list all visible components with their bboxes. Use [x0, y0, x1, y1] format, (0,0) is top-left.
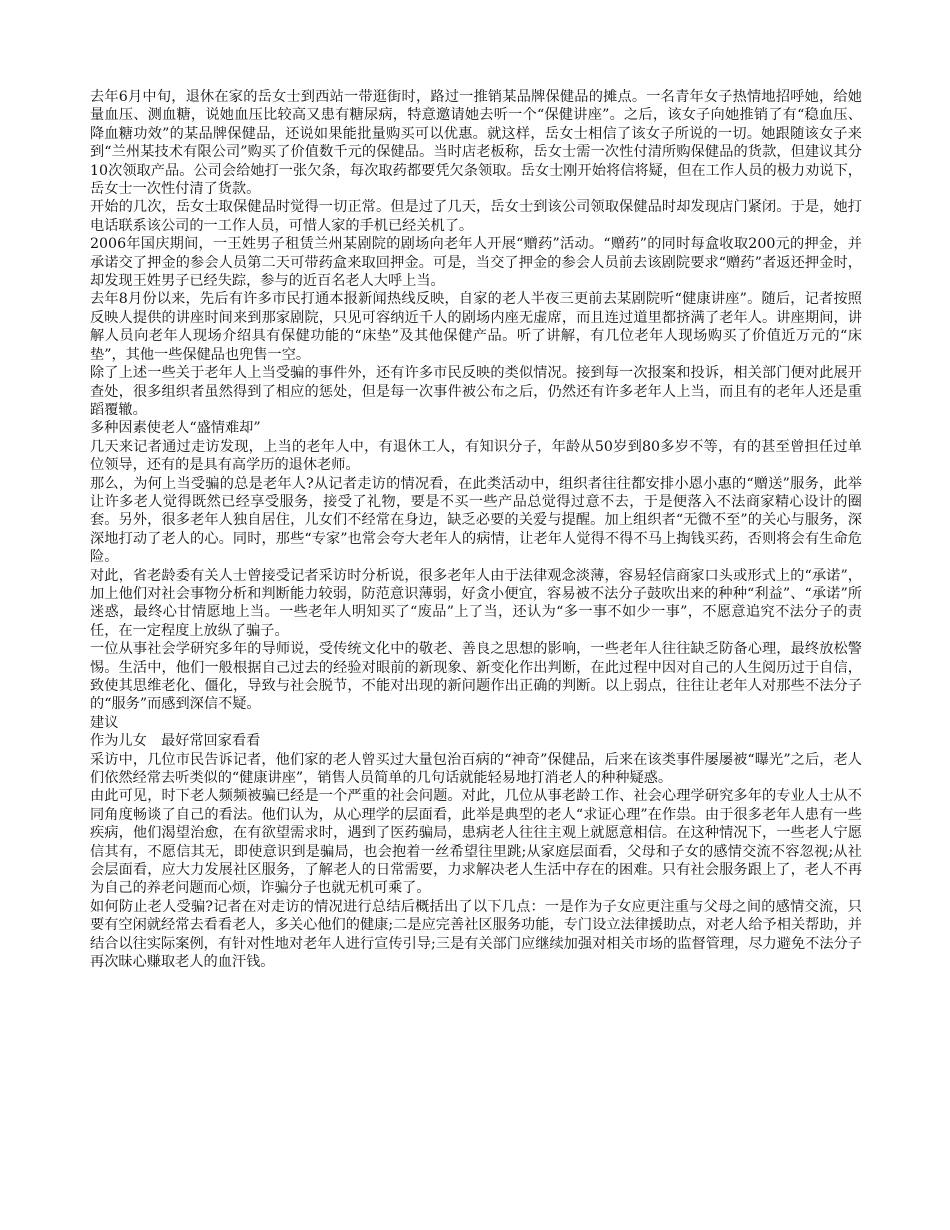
paragraph: 除了上述一些关于老年人上当受骗的事件外，还有许多市民反映的类似情况。接到每一次报案和投诉，相关部门便对此展开查处，很多组织者虽然得到了相应的惩处，但是每一次事件被公布之后，仍然还有许多老年人上当，而且有的老年人还是重蹈覆辙。 [90, 365, 862, 418]
paragraph: 如何防止老人受骗?记者在对走访的情况进行总结后概括出了以下几点：一是作为子女应更注重与父母之间的感情交流，只要有空闲就经常去看看老人，多关心他们的健康;二是应完善社区服务功能，专门设立法律援助点，对老人给予相关帮助，并结合以往实际案例，有针对性地对老年人进行宣传引导;三是有关部门应继续加强对相关市场的监督管理，尽力避免不法分子再次昧心赚取老人的血汗钱。 [90, 898, 862, 971]
subsection-heading: 作为儿女 最好常回家看看 [90, 733, 261, 750]
paragraph: 一位从事社会学研究多年的导师说，受传统文化中的敬老、善良之思想的影响，一些老年人往往缺乏防备心理，最终放松警惕。生活中，他们一般根据自己过去的经验对眼前的新现象、新变化作出判断，在此过程中因对自己的人生阅历过于自信，致使其思维老化、僵化，导致与社会脱节，不能对出现的新问题作出正确的判断。以上弱点，往往让老年人对那些不法分子的“服务”而感到深信不疑。 [90, 641, 862, 713]
paragraph: 几天来记者通过走访发现，上当的老年人中，有退休工人，有知识分子，年龄从50岁到80多岁不等，有的甚至曾担任过单位领导，还有的是具有高学历的退休老师。 [90, 438, 862, 474]
article-body [90, 88, 862, 972]
section-heading: 多种因素使老人“盛情难却” [90, 420, 261, 437]
paragraph: 去年8月份以来，先后有许多市民打通本报新闻热线反映，自家的老人半夜三更前去某剧院听“健康讲座”。随后，记者按照反映人提供的讲座时间来到那家剧院，只见可容纳近千人的剧场内座无虚席，而且连过道里都挤满了老年人。讲座期间，讲解人员向老年人现场介绍具有保健功能的“床垫”及其他保健产品。听了讲解，有几位老年人现场购买了价值近万元的“床垫”，其他一些保健品也兜售一空。 [90, 291, 862, 363]
paragraph: 由此可见，时下老人频频被骗已经是一个严重的社会问题。对此，几位从事老龄工作、社会心理学研究多年的专业人士从不同角度畅谈了自己的看法。他们认为，从心理学的层面看，此举是典型的老人“求证心理”在作祟。由于很多老年人患有一些疾病，他们渴望治愈，在有欲望需求时，遇到了医药骗局，患病老人往往主观上就愿意相信。在这种情况下，一些老人宁愿信其有，不愿信其无，即使意识到是骗局，也会抱着一丝希望往里跳;从家庭层面看，父母和子女的感情交流不容忽视;从社会层面看，应大力发展社区服务，了解老人的日常需要，力求解决老人生活中存在的困难。只有社会服务跟上了，老人不再为自己的养老问题而心烦，诈骗分子也就无机可乘了。 [90, 788, 862, 897]
paragraph: 2006年国庆期间，一王姓男子租赁兰州某剧院的剧场向老年人开展“赠药”活动。“赠药”的同时每盒收取200元的押金，并承诺交了押金的参会人员第二天可带药盒来取回押金。可是，当交了押金的参会人员前去该剧院要求“赠药”者返还押金时，却发现王姓男子已经失踪，参与的近百名老人大呼上当。 [90, 236, 862, 290]
paragraph: 对此，省老龄委有关人士曾接受记者采访时分析说，很多老年人由于法律观念淡薄，容易轻信商家口头或形式上的“承诺”，加上他们对社会事物分析和判断能力较弱，防范意识薄弱，好贪小便宜，容易被不法分子鼓吹出来的种种“利益”、“承诺”所迷惑，最终心甘情愿地上当。一些老年人明知买了“废品”上了当，还认为“多一事不如少一事”，不愿意追究不法分子的责任，在一定程度上放纵了骗子。 [90, 567, 862, 639]
paragraph: 开始的几次，岳女士取保健品时觉得一切正常。但是过了几天，岳女士到该公司领取保健品时却发现店门紧闭。于是，她打电话联系该公司的一工作人员，可惜人家的手机已经关机了。 [90, 199, 862, 234]
paragraph: 去年6月中旬，退休在家的岳女士到西站一带逛街时，路过一推销某品牌保健品的摊点。一名青年女子热情地招呼她，给她量血压、测血糖，说她血压比较高又患有糖尿病，特意邀请她去听一个“保健讲座”。之后，该女子向她推销了有“稳血压、降血糖功效”的某品牌保健品，还说如果能批量购买可以优惠。就这样，岳女士相信了该女子所说的一切。她跟随该女子来到“兰州某技术有限公司”购买了价值数千元的保健品。当时店老板称，岳女士需一次性付清所购保健品的货款，但建议其分10次领取产品。公司会给她打一张欠条，每次取药都要凭欠条领取。岳女士刚开始将信将疑，但在工作人员的极力劝说下，岳女士一次性付清了货款。 [90, 89, 862, 198]
paragraph: 采访中，几位市民告诉记者，他们家的老人曾买过大量包治百病的“神奇”保健品，后来在该类事件屡屡被“曝光”之后，老人们依然经常去听类似的“健康讲座”，销售人员简单的几句话就能轻易地打消老人的种种疑惑。 [90, 751, 862, 787]
section-heading: 建议 [90, 714, 119, 731]
paragraph: 那么，为何上当受骗的总是老年人?从记者走访的情况看，在此类活动中，组织者往往都安排小恩小惠的“赠送”服务，此举让许多老人觉得既然已经享受服务，接受了礼物，要是不买一些产品总觉得过意不去，于是便落入不法商家精心设计的圈套。另外，很多老年人独自居住，儿女们不经常在身边，缺乏必要的关爱与提醒。加上组织者“无微不至”的关心与服务，深深地打动了老人的心。同时，那些“专家”也常会夸大老年人的病情，让老年人觉得不得不马上掏钱买药，否则将会有生命危险。 [90, 475, 862, 566]
